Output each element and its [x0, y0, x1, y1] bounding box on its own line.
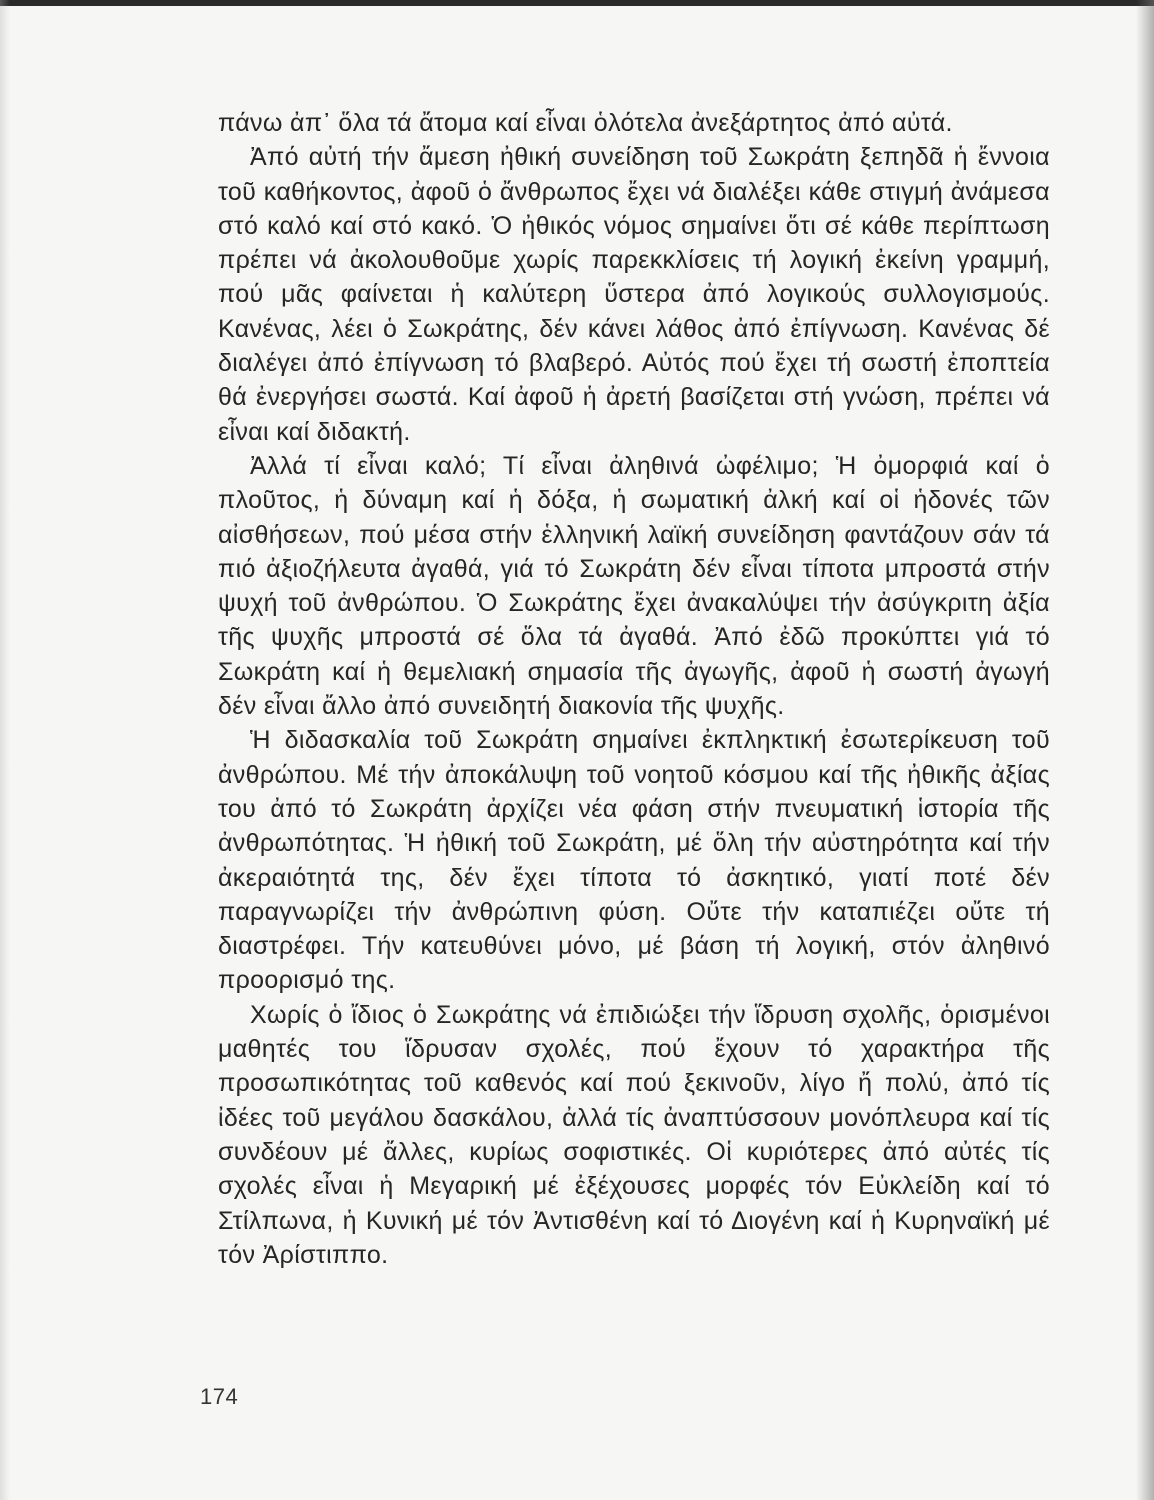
body-text	[218, 106, 1050, 1272]
page-number: 174	[200, 1384, 239, 1409]
paragraph: Ἀλλά τί εἶναι καλό; Τί εἶναι ἀληθινά ὠφέλιμο; Ἡ ὀμορφιά καί ὁ πλοῦτος, ἡ δύναμη καί ἡ δόξα, ἡ σωματική ἀλκή καί οἱ ἡδονές τῶν αἰσθήσεων, πού μέσα στήν ἑλληνική λαϊκή συνείδηση φαντάζουν σάν τά πιό ἀξιοζήλευτα ἀγαθά, γιά τό Σωκράτη δέν εἶναι τίποτα μπροστά στήν ψυχή τοῦ ἀνθρώπου. Ὁ Σωκράτης ἔχει ἀνακαλύψει τήν ἀσύγκριτη ἀξία τῆς ψυχῆς μπροστά σέ ὅλα τά ἀγαθά. Ἀπό ἐδῶ προκύπτει γιά τό Σωκράτη καί ἡ θεμελιακή σημασία τῆς ἀγωγῆς, ἀφοῦ ἡ σωστή ἀγωγή δέν εἶναι ἄλλο ἀπό συνειδητή διακονία τῆς ψυχῆς.	[218, 451, 1050, 721]
page-top-edge	[0, 0, 1154, 6]
page-left-shade	[0, 0, 10, 1500]
paragraph: Ἡ διδασκαλία τοῦ Σωκράτη σημαίνει ἐκπληκτική ἐσωτερίκευση τοῦ ἀνθρώπου. Μέ τήν ἀποκάλυψη τοῦ νοητοῦ κόσμου καί τῆς ἠθικῆς ἀξίας του ἀπό τό Σωκράτη ἀρχίζει νέα φάση στήν πνευματική ἱστορία τῆς ἀνθρωπότητας. Ἡ ἠθική τοῦ Σωκράτη, μέ ὅλη τήν αὐστηρότητα καί τήν ἀκεραιότητά της, δέν ἔχει τίποτα τό ἀσκητικό, γιατί ποτέ δέν παραγνωρίζει τήν ἀνθρώπινη φύση. Οὔτε τήν καταπιέζει οὔτε τή διαστρέφει. Τήν κατευθύνει μόνο, μέ βάση τή λογική, στόν ἀληθινό προορισμό της.	[218, 726, 1050, 995]
paragraph: Χωρίς ὁ ἴδιος ὁ Σωκράτης νά ἐπιδιώξει τήν ἵδρυση σχολῆς, ὁρισμένοι μαθητές του ἵδρυσαν σχολές, πού ἔχουν τό χαρακτήρα τῆς προσωπικότητας τοῦ καθενός καί πού ξεκινοῦν, λίγο ἤ πολύ, ἀπό τίς ἰδέες τοῦ μεγάλου δασκάλου, ἀλλά τίς ἀναπτύσσουν μονόπλευρα καί τίς συνδέουν μέ ἄλλες, κυρίως σοφιστικές. Οἱ κυριότερες ἀπό αὐτές τίς σχολές εἶναι ἡ Μεγαρική μέ ἐξέχουσες μορφές τόν Εὐκλείδη καί τό Στίλπωνα, ἡ Κυνική μέ τόν Ἀντισθένη καί τό Διογένη καί ἡ Κυρηναϊκή μέ τόν Ἀρίστιππο.	[218, 1000, 1050, 1269]
paragraph: Ἀπό αὐτή τήν ἄμεση ἠθική συνείδηση τοῦ Σωκράτη ξεπηδᾶ ἡ ἔννοια τοῦ καθήκοντος, ἀφοῦ ὁ ἄνθρωπος ἔχει νά διαλέξει κάθε στιγμή ἀνάμεσα στό καλό καί στό κακό. Ὁ ἠθικός νόμος σημαίνει ὅτι σέ κάθε περίπτωση πρέπει νά ἀκολουθοῦμε χωρίς παρεκκλίσεις τή λογική ἐκείνη γραμμή, πού μᾶς φαίνεται ἡ καλύτερη ὕστερα ἀπό λογικούς συλλογισμούς. Κανένας, λέει ὁ Σωκράτης, δέν κάνει λάθος ἀπό ἐπίγνωση. Κανένας δέ διαλέγει ἀπό ἐπίγνωση τό βλαβερό. Αὐτός πού ἔχει τή σωστή ἐποπτεία θά ἐνεργήσει σωστά. Καί ἀφοῦ ἡ ἀρετή βασίζεται στή γνώση, πρέπει νά εἶναι καί διδακτή.	[218, 143, 1050, 446]
paragraph: πάνω ἀπ᾽ ὅλα τά ἄτομα καί εἶναι ὁλότελα ἀνεξάρτητος ἀπό αὐτά.	[218, 109, 953, 137]
page-spine-shadow	[1136, 0, 1154, 1500]
